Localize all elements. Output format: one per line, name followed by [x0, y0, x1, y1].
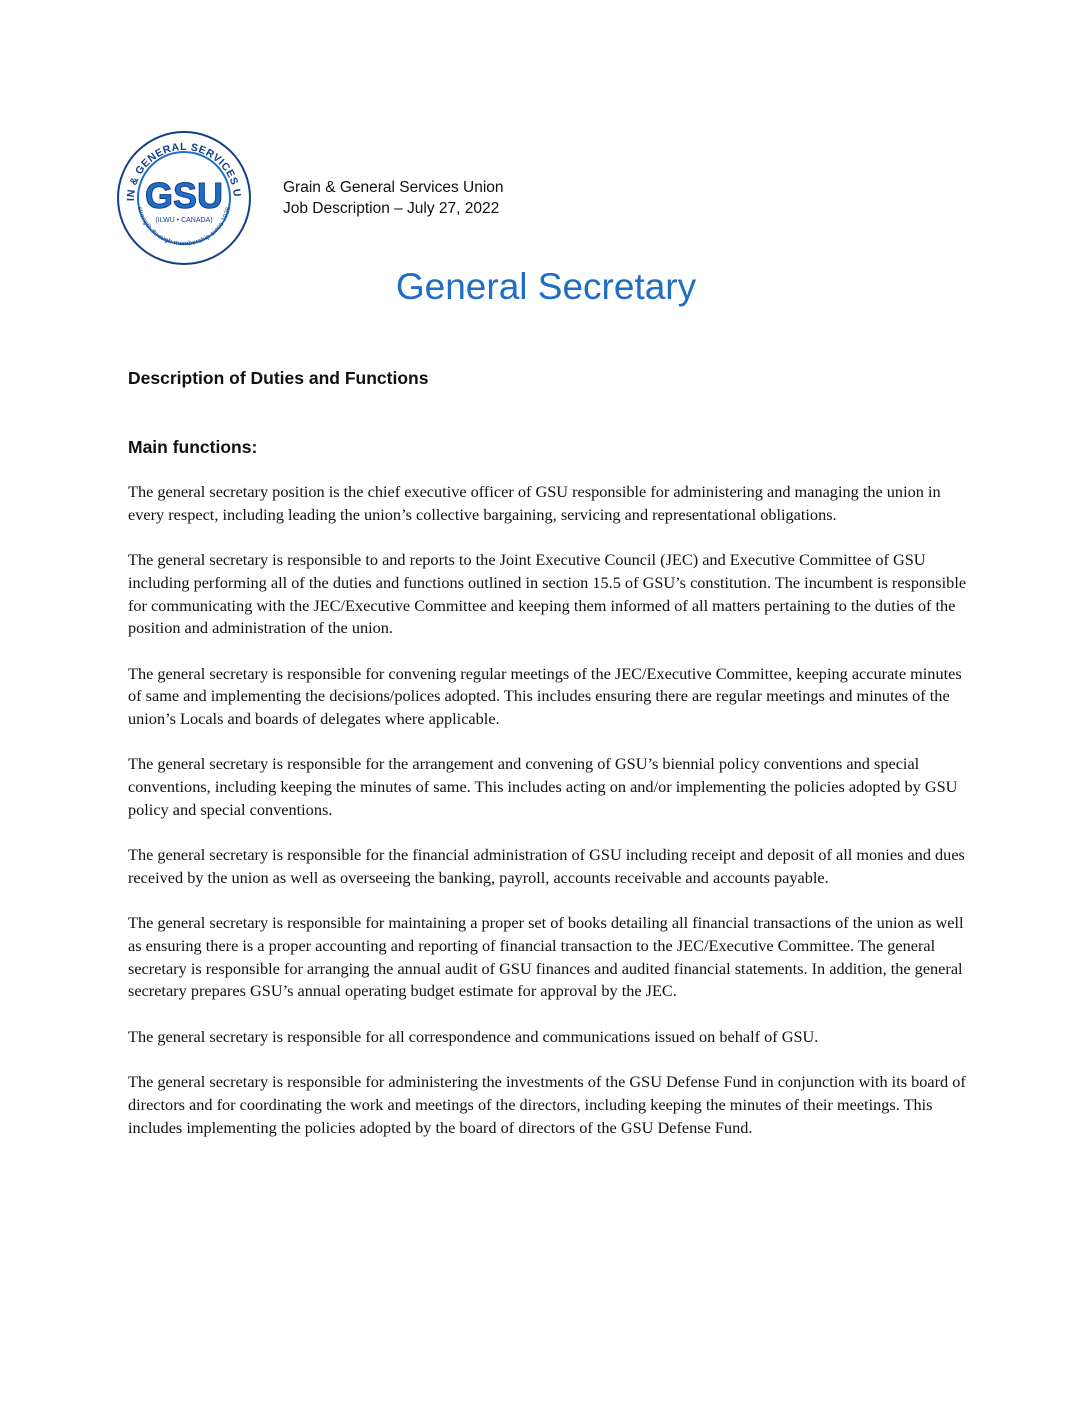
document-header — [283, 177, 504, 219]
section-heading: Description of Duties and Functions — [128, 368, 429, 388]
logo-center-subtext: (ILWU • CANADA) — [155, 217, 213, 224]
paragraph: The general secretary is responsible for convening regular meetings of the JEC/Executive Committee, keeping accurate minutes of same and implementing the decisions/polices adopted. This includes ensuring there are regular meetings and minutes of the union’s Locals and boards of delegates where applicable. — [128, 663, 962, 728]
paragraph: The general secretary is responsible for all correspondence and communications issued on behalf of GSU. — [128, 1026, 819, 1046]
document-body — [128, 481, 968, 1162]
gsu-logo-icon — [116, 130, 252, 266]
paragraph: The general secretary is responsible for the arrangement and convening of GSU’s biennial policy conventions and special conventions, including keeping the minutes of same. This includes acting on and/or implementing the policies adopted by GSU policy and special conventions. — [128, 754, 958, 819]
paragraph: The general secretary is responsible for the financial administration of GSU including receipt and deposit of all monies and dues received by the union as well as overseeing the banking, payroll, accounts receivable and accounts payable. — [128, 845, 965, 887]
sub-heading: Main functions: — [128, 437, 258, 457]
paragraph: The general secretary is responsible to and reports to the Joint Executive Council (JEC) and Executive Committee of GSU including performing all of the duties and functions outlined in section 15.5 of GSU’s constitution. The incumbent is responsible for communicating with the JEC/Executive Committee and keeping them informed of all matters pertaining to the duties of the position and administration of the union. — [128, 550, 967, 638]
paragraph: The general secretary is responsible for administering the investments of the GSU Defense Fund in conjunction with its board of directors and for coordinating the work and meetings of the directors, including keeping the minutes of their meetings. This includes implementing the policies adopted by the board of directors of the GSU Defense Fund. — [128, 1072, 966, 1137]
paragraph: The general secretary is responsible for maintaining a proper set of books detailing all financial transactions of the union as well as ensuring there is a proper accounting and reporting of financial transaction to the JEC/Executive Committee. The general secretary is responsible for arranging the annual audit of GSU finances and audited financial statements. In addition, the general secretary prepares GSU’s annual operating budget estimate for approval by the JEC. — [128, 913, 964, 1001]
page-title: General Secretary — [395, 266, 697, 307]
gsu-logo — [116, 130, 252, 266]
logo-ring-text-bottom: strength through membership since 1936 — [135, 206, 233, 248]
org-name: Grain & General Services Union — [283, 179, 504, 196]
logo-center-text: GSU — [144, 175, 224, 216]
document-date-line: Job Description – July 27, 2022 — [283, 200, 500, 217]
paragraph: The general secretary position is the chief executive officer of GSU responsible for administering and managing the union in every respect, including leading the union’s collective bargaining, servicing and representational obligations. — [128, 482, 941, 524]
logo-ring-text-top: IN & GENERAL SERVICES U — [124, 140, 244, 202]
